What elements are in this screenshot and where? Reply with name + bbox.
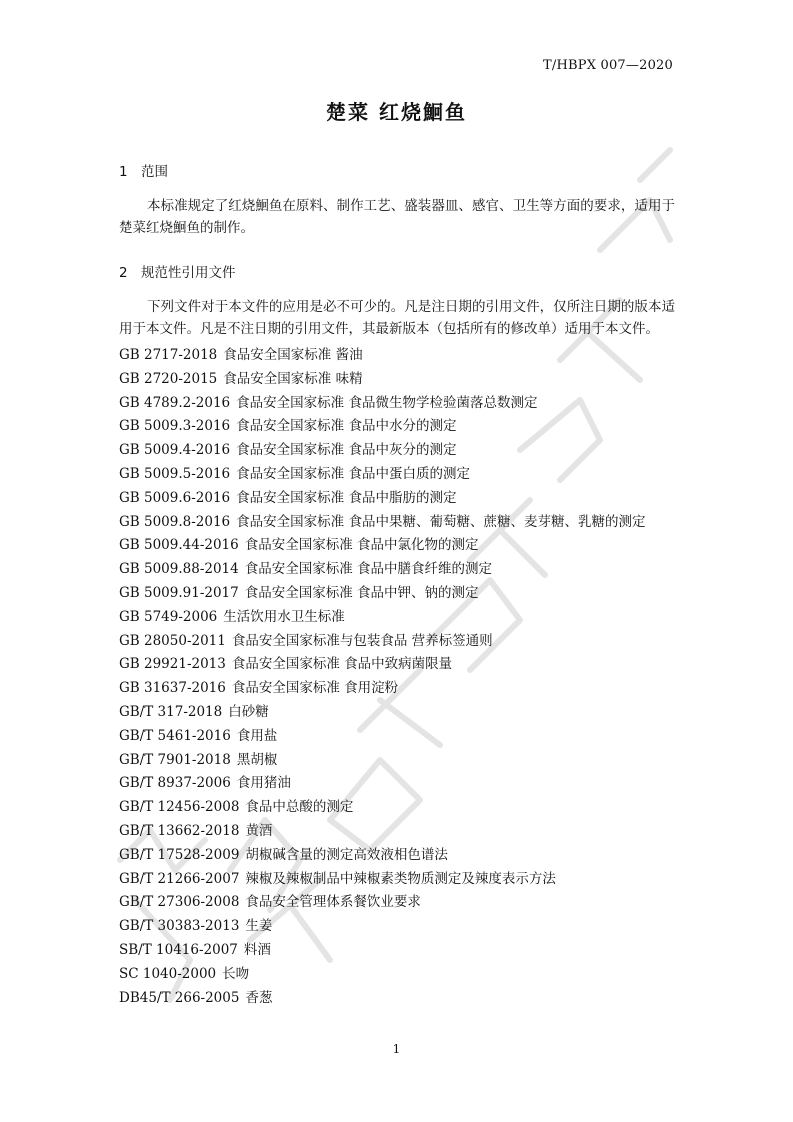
reference-title: 食品安全国家标准 食品中水分的测定 — [236, 418, 457, 435]
reference-item — [119, 749, 679, 773]
reference-code: GB 5009.3-2016 — [119, 418, 231, 435]
reference-title: 食品安全国家标准 食品中蛋白质的测定 — [236, 465, 470, 482]
reference-title: 食品安全国家标准 味精 — [223, 370, 363, 387]
reference-title: 食品安全国家标准 酱油 — [223, 347, 363, 363]
reference-title: 食品安全国家标准 食品中致病菌限量 — [231, 656, 453, 673]
reference-item — [119, 701, 679, 725]
reference-title: 食品安全国家标准 食用淀粉 — [231, 680, 399, 697]
reference-title: 料酒 — [243, 941, 271, 958]
reference-code: DB45/T 266-2005 — [119, 989, 240, 1006]
reference-item — [119, 487, 679, 511]
reference-title: 食品安全管理体系餐饮业要求 — [245, 894, 421, 911]
reference-code: GB/T 5461-2016 — [119, 727, 231, 744]
reference-code: GB/T 12456-2008 — [119, 799, 240, 816]
reference-title: 黑胡椒 — [236, 751, 278, 768]
reference-code: GB/T 17528-2009 — [119, 846, 240, 863]
reference-title: 食品安全国家标准 食品中脂肪的测定 — [236, 489, 457, 506]
scope-paragraph: 本标准规定了红烧鮰鱼在原料、制作工艺、盛装器皿、感官、卫生等方面的要求，适用于楚菜红烧鮰鱼的制作。 — [119, 198, 675, 236]
reference-item — [119, 368, 679, 392]
reference-title: 长吻 — [222, 965, 250, 982]
reference-title: 胡椒碱含量的测定高效液相色谱法 — [245, 846, 448, 863]
reference-code: GB/T 21266-2007 — [119, 870, 240, 887]
reference-title: 辣椒及辣椒制品中辣椒素类物质测定及辣度表示方法 — [245, 870, 556, 887]
reference-code: GB/T 7901-2018 — [119, 751, 231, 768]
reference-code: GB/T 27306-2008 — [119, 894, 240, 911]
reference-title: 食品安全国家标准 食品中膳食纤维的测定 — [244, 561, 493, 578]
reference-item — [119, 392, 679, 416]
reference-code: GB 28050-2011 — [119, 632, 226, 649]
section-heading-references — [119, 261, 236, 281]
reference-code: SB/T 10416-2007 — [119, 941, 238, 958]
reference-title: 食品安全国家标准 食品中果糖、葡萄糖、蔗糖、麦芽糖、乳糖的测定 — [236, 513, 646, 530]
reference-item — [119, 963, 679, 987]
reference-title: 食品安全国家标准 食品中灰分的测定 — [236, 442, 457, 459]
reference-title: 食品安全国家标准 食品微生物学检验菌落总数测定 — [236, 394, 538, 411]
reference-code: GB 5009.4-2016 — [119, 442, 231, 459]
reference-code: GB 5009.44-2016 — [119, 537, 239, 554]
reference-item — [119, 891, 679, 915]
reference-item — [119, 987, 679, 1011]
reference-item — [119, 677, 679, 701]
section-title: 范围 — [141, 164, 168, 180]
reference-code: SC 1040-2000 — [119, 965, 217, 982]
reference-title: 黄酒 — [245, 822, 273, 839]
reference-item — [119, 844, 679, 868]
reference-item — [119, 344, 679, 368]
reference-title: 食品安全国家标准 食品中氯化物的测定 — [244, 537, 479, 554]
reference-item — [119, 558, 679, 582]
reference-item — [119, 463, 679, 487]
reference-title: 食品中总酸的测定 — [245, 799, 354, 816]
reference-code: GB 5749-2006 — [119, 608, 218, 625]
reference-code: GB 4789.2-2016 — [119, 394, 231, 411]
reference-item — [119, 868, 679, 892]
section-number: 1 — [119, 164, 128, 180]
reference-item — [119, 772, 679, 796]
references-intro-paragraph: 下列文件对于本文件的应用是必不可少的。凡是注日期的引用文件，仅所注日期的版本适用于本文件。凡是不注日期的引用文件，其最新版本（包括所有的修改单）适用于本文件。 — [119, 299, 675, 337]
reference-code: GB 5009.88-2014 — [119, 561, 239, 578]
reference-code: GB 5009.5-2016 — [119, 465, 231, 482]
reference-item — [119, 915, 679, 939]
section-heading-scope — [119, 160, 168, 180]
page-title: 楚菜 红烧鮰鱼 — [326, 100, 467, 124]
reference-code: GB 2717-2018 — [119, 347, 218, 363]
reference-title: 食用猪油 — [236, 775, 291, 792]
reference-code: GB/T 30383-2013 — [119, 918, 240, 935]
reference-code: GB 31637-2016 — [119, 680, 226, 697]
reference-code: GB/T 317-2018 — [119, 703, 223, 720]
page-number: 1 — [392, 1042, 401, 1056]
reference-code: GB/T 13662-2018 — [119, 822, 240, 839]
section-title: 规范性引用文件 — [141, 265, 236, 281]
reference-item — [119, 582, 679, 606]
reference-code: GB 5009.8-2016 — [119, 513, 231, 530]
reference-item — [119, 820, 679, 844]
reference-title: 食用盐 — [236, 727, 278, 744]
reference-item — [119, 939, 679, 963]
reference-title: 生活饮用水卫生标准 — [223, 608, 345, 625]
reference-item — [119, 653, 679, 677]
reference-code: GB 5009.91-2017 — [119, 584, 239, 601]
reference-code: GB/T 8937-2006 — [119, 775, 231, 792]
reference-code: GB 2720-2015 — [119, 370, 218, 387]
reference-item — [119, 439, 679, 463]
reference-code: GB 29921-2013 — [119, 656, 226, 673]
reference-title: 生姜 — [245, 918, 273, 935]
section-number: 2 — [119, 265, 128, 281]
reference-item — [119, 606, 679, 630]
reference-item — [119, 415, 679, 439]
reference-item — [119, 630, 679, 654]
reference-title: 食品安全国家标准与包装食品 营养标签通则 — [231, 632, 493, 649]
reference-item — [119, 511, 679, 535]
reference-title: 食品安全国家标准 食品中钾、钠的测定 — [244, 584, 479, 601]
reference-list — [119, 344, 679, 1010]
reference-title: 白砂糖 — [228, 703, 269, 720]
reference-item — [119, 534, 679, 558]
reference-item — [119, 796, 679, 820]
reference-code: GB 5009.6-2016 — [119, 489, 231, 506]
reference-item — [119, 725, 679, 749]
reference-title: 香葱 — [245, 989, 273, 1006]
document-id: T/HBPX 007—2020 — [543, 58, 673, 73]
